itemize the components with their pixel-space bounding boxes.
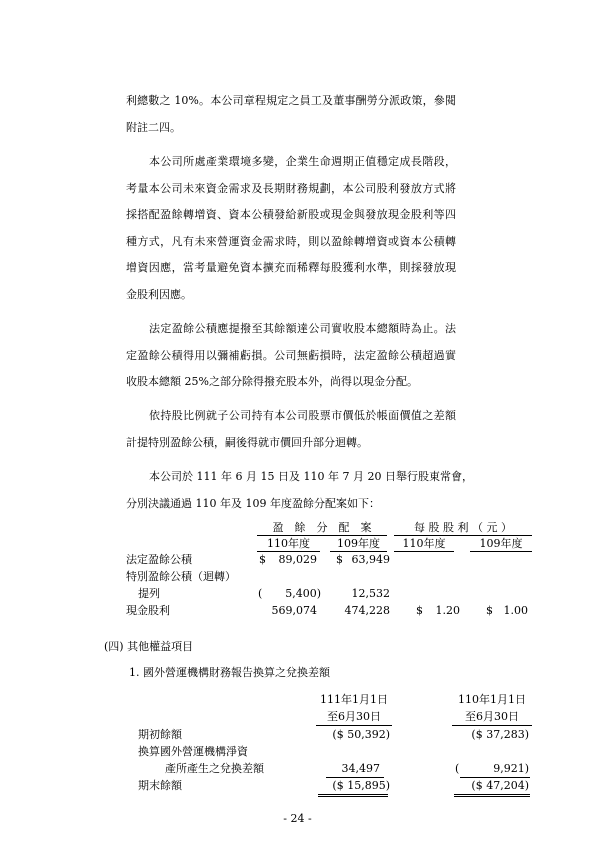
- dist-value: 63,949: [351, 553, 390, 566]
- paragraph-line: 增資因應，當考量避免資本擴充而稀釋每股獲利水準，則採發放現: [126, 261, 456, 274]
- dist-row-label: 法定盈餘公積: [126, 553, 192, 566]
- fx-value: 9,921): [493, 762, 529, 775]
- dist-value: 569,074: [271, 604, 317, 617]
- section-heading: (四) 其他權益項目: [104, 640, 194, 653]
- fx-col-header: 110年1月1日: [458, 693, 526, 706]
- paragraph-line: 本公司於 111 年 6 月 15 日及 110 年 7 月 20 日舉行股東常會，: [149, 470, 473, 483]
- fx-row-label: 期末餘額: [138, 779, 182, 792]
- paragraph-line: 收股本總額 25%之部分除得撥充股本外，尚得以現金分配。: [126, 375, 418, 388]
- fx-row-label: 換算國外營運機構淨資: [138, 745, 248, 758]
- paragraph-line: 考量本公司未來資金需求及長期財務規劃，本公司股利發放方式將: [126, 182, 456, 195]
- dist-value: 89,029: [278, 553, 317, 566]
- paragraph-line: 採搭配盈餘轉增資、資本公積發給新股或現金與發放現金股利等四: [126, 208, 456, 221]
- paragraph-line: 利總數之 10%。本公司章程規定之員工及董事酬勞分派政策，參閱: [126, 94, 456, 107]
- currency-sign: $: [486, 604, 493, 617]
- paragraph-line: 法定盈餘公積應提撥至其餘額達公司實收股本總額時為止。法: [149, 322, 456, 335]
- fx-value: ($ 15,895): [332, 779, 390, 792]
- dist-row-label: 提列: [138, 587, 160, 600]
- fx-row-label: 期初餘額: [138, 728, 182, 741]
- dist-group-header: 每 股 股 利 （ 元 ）: [414, 521, 512, 534]
- dist-col-header: 110年度: [267, 537, 310, 550]
- paren: (: [455, 762, 460, 775]
- paren: (: [258, 587, 263, 600]
- paragraph-line: 金股利因應。: [126, 288, 192, 301]
- dist-value: 5,400): [285, 587, 321, 600]
- dist-value: 1.00: [503, 604, 528, 617]
- currency-sign: $: [336, 553, 343, 566]
- dist-value: 1.20: [435, 604, 460, 617]
- paragraph-line: 本公司所處產業環境多變，企業生命週期正值穩定成長階段，: [149, 155, 456, 168]
- dist-group-header: 盈 餘 分 配 案: [272, 521, 372, 534]
- paragraph-line: 附註二四。: [126, 121, 181, 134]
- subsection-heading: 1. 國外營運機構財務報告換算之兌換差額: [129, 666, 330, 679]
- dist-value: 474,228: [344, 604, 390, 617]
- fx-col-header: 111年1月1日: [320, 693, 388, 706]
- dist-col-header: 109年度: [337, 537, 380, 550]
- fx-value: ($ 50,392): [332, 728, 390, 741]
- dist-row-label: 特別盈餘公積（迴轉）: [126, 570, 236, 583]
- fx-value: 34,497: [341, 762, 380, 775]
- page-number: - 24 -: [283, 812, 312, 825]
- fx-value: ($ 37,283): [471, 728, 529, 741]
- fx-col-header: 至6月30日: [465, 710, 519, 723]
- paragraph-line: 種方式，凡有未來營運資金需求時，則以盈餘轉增資或資本公積轉: [126, 235, 456, 248]
- dist-row-label: 現金股利: [126, 604, 170, 617]
- fx-value: ($ 47,204): [471, 779, 529, 792]
- dist-col-header: 109年度: [479, 537, 523, 550]
- paragraph-line: 計提特別盈餘公積，嗣後得就市價回升部分迴轉。: [126, 436, 368, 449]
- dist-value: 12,532: [351, 587, 390, 600]
- currency-sign: $: [416, 604, 423, 617]
- paragraph-line: 定盈餘公積得用以彌補虧損。公司無虧損時，法定盈餘公積超過實: [126, 349, 456, 362]
- currency-sign: $: [259, 553, 266, 566]
- fx-col-header: 至6月30日: [327, 710, 381, 723]
- paragraph-line: 依持股比例就子公司持有本公司股票市價低於帳面價值之差額: [149, 409, 456, 422]
- dist-col-header: 110年度: [402, 537, 446, 550]
- paragraph-line: 分別決議通過 110 年及 109 年度盈餘分配案如下：: [126, 497, 380, 510]
- fx-row-label: 產所產生之兌換差額: [165, 762, 264, 775]
